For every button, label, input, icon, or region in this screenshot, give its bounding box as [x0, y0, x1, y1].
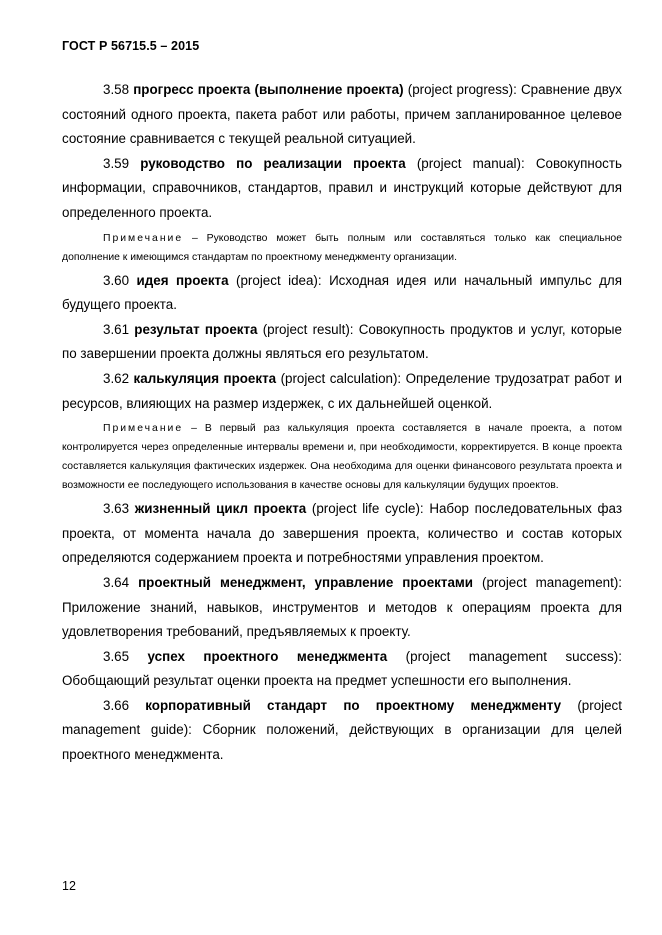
- term-name: руководство по реализации проекта: [140, 155, 406, 171]
- note-label: Примечание: [103, 232, 184, 244]
- note-text: – Руководство может быть полным или составляться только как специальное дополнение к имеющимся стандартам по проектному менеджменту организации.: [62, 232, 622, 263]
- term-english: (project manual):: [405, 155, 536, 171]
- term-number: 3.62: [103, 370, 130, 386]
- term-entry-3-66: [62, 694, 622, 768]
- term-entry-3-63: [62, 497, 622, 571]
- term-definition: Набор последовательных фаз проекта, от момента начала до завершения проекта, количество и состав которых определяются содержанием проекта и потребностями управления проектом.: [62, 501, 622, 566]
- term-english: (project management success):: [387, 648, 622, 664]
- term-english: (project result):: [257, 321, 359, 337]
- term-entry-3-64: [62, 571, 622, 645]
- term-number: 3.59: [103, 155, 130, 171]
- document-header: ГОСТ Р 56715.5 – 2015: [62, 39, 200, 53]
- term-definition: Совокупность информации, справочников, стандартов, правил и инструкций которые действуют для определенного проекта.: [62, 155, 622, 220]
- term-name: проектный менеджмент, управление проектами: [138, 574, 474, 590]
- term-number: 3.64: [103, 574, 130, 590]
- document-body: [62, 78, 622, 768]
- term-english: (project management):: [473, 574, 622, 590]
- term-definition: Приложение знаний, навыков, инструментов и методов к операциям проекта для удовлетворения требований, предъявляемых к проекту.: [62, 599, 622, 640]
- note-2: [62, 419, 622, 495]
- term-entry-3-59: [62, 152, 622, 226]
- note-text: – В первый раз калькуляция проекта составляется в начале проекта, а потом контролируется через определенные интервалы времени и, при необходимости, корректируется. В конце проекта составляется калькуляция фактических издержек. Она необходима для оценки финансового результата проекта и возможности ее последующего использования в качестве основы для калькуляции будущих проектов.: [62, 423, 622, 492]
- page-number: 12: [62, 879, 76, 893]
- note-1: [62, 229, 622, 267]
- term-number: 3.61: [103, 321, 130, 337]
- term-name: калькуляция проекта: [133, 370, 277, 386]
- term-entry-3-65: [62, 645, 622, 694]
- term-english: (project life cycle):: [306, 501, 430, 517]
- term-english: (project idea):: [228, 272, 330, 288]
- term-number: 3.58: [103, 82, 130, 97]
- note-label: Примечание: [103, 423, 184, 435]
- term-entry-3-61: [62, 318, 622, 367]
- term-definition: Исходная идея или начальный импульс для будущего проекта.: [62, 272, 622, 313]
- term-number: 3.60: [103, 272, 130, 288]
- term-definition: Сравнение двух состояний одного проекта, пакета работ или работы, причем запланированное целевое состояние сравнивается с текущей реальной ситуацией.: [62, 82, 622, 147]
- term-name: прогресс проекта (выполнение проекта): [133, 82, 404, 97]
- term-entry-3-62: [62, 367, 622, 416]
- term-number: 3.63: [103, 501, 130, 517]
- term-definition: Обобщающий результат оценки проекта на предмет успешности его выполнения.: [62, 673, 572, 689]
- term-name: корпоративный стандарт по проектному менеджменту: [145, 697, 562, 713]
- term-definition: Совокупность продуктов и услуг, которые по завершении проекта должны являться его результатом.: [62, 321, 622, 362]
- term-name: результат проекта: [134, 321, 258, 337]
- term-english: (project calculation):: [276, 370, 406, 386]
- term-name: жизненный цикл проекта: [134, 501, 307, 517]
- term-definition: Определение трудозатрат работ и ресурсов, влияющих на размер издержек, с их дальнейшей оценкой.: [62, 370, 622, 411]
- term-english: (project progress):: [403, 82, 521, 97]
- term-entry-3-58: [62, 78, 622, 152]
- term-english: (project management guide):: [62, 697, 622, 738]
- term-definition: Сборник положений, действующих в организации для целей проектного менеджмента.: [62, 722, 623, 763]
- term-name: успех проектного менеджмента: [147, 648, 388, 664]
- term-number: 3.65: [103, 648, 130, 664]
- term-number: 3.66: [103, 697, 130, 713]
- term-name: идея проекта: [136, 272, 229, 288]
- term-entry-3-60: [62, 269, 622, 318]
